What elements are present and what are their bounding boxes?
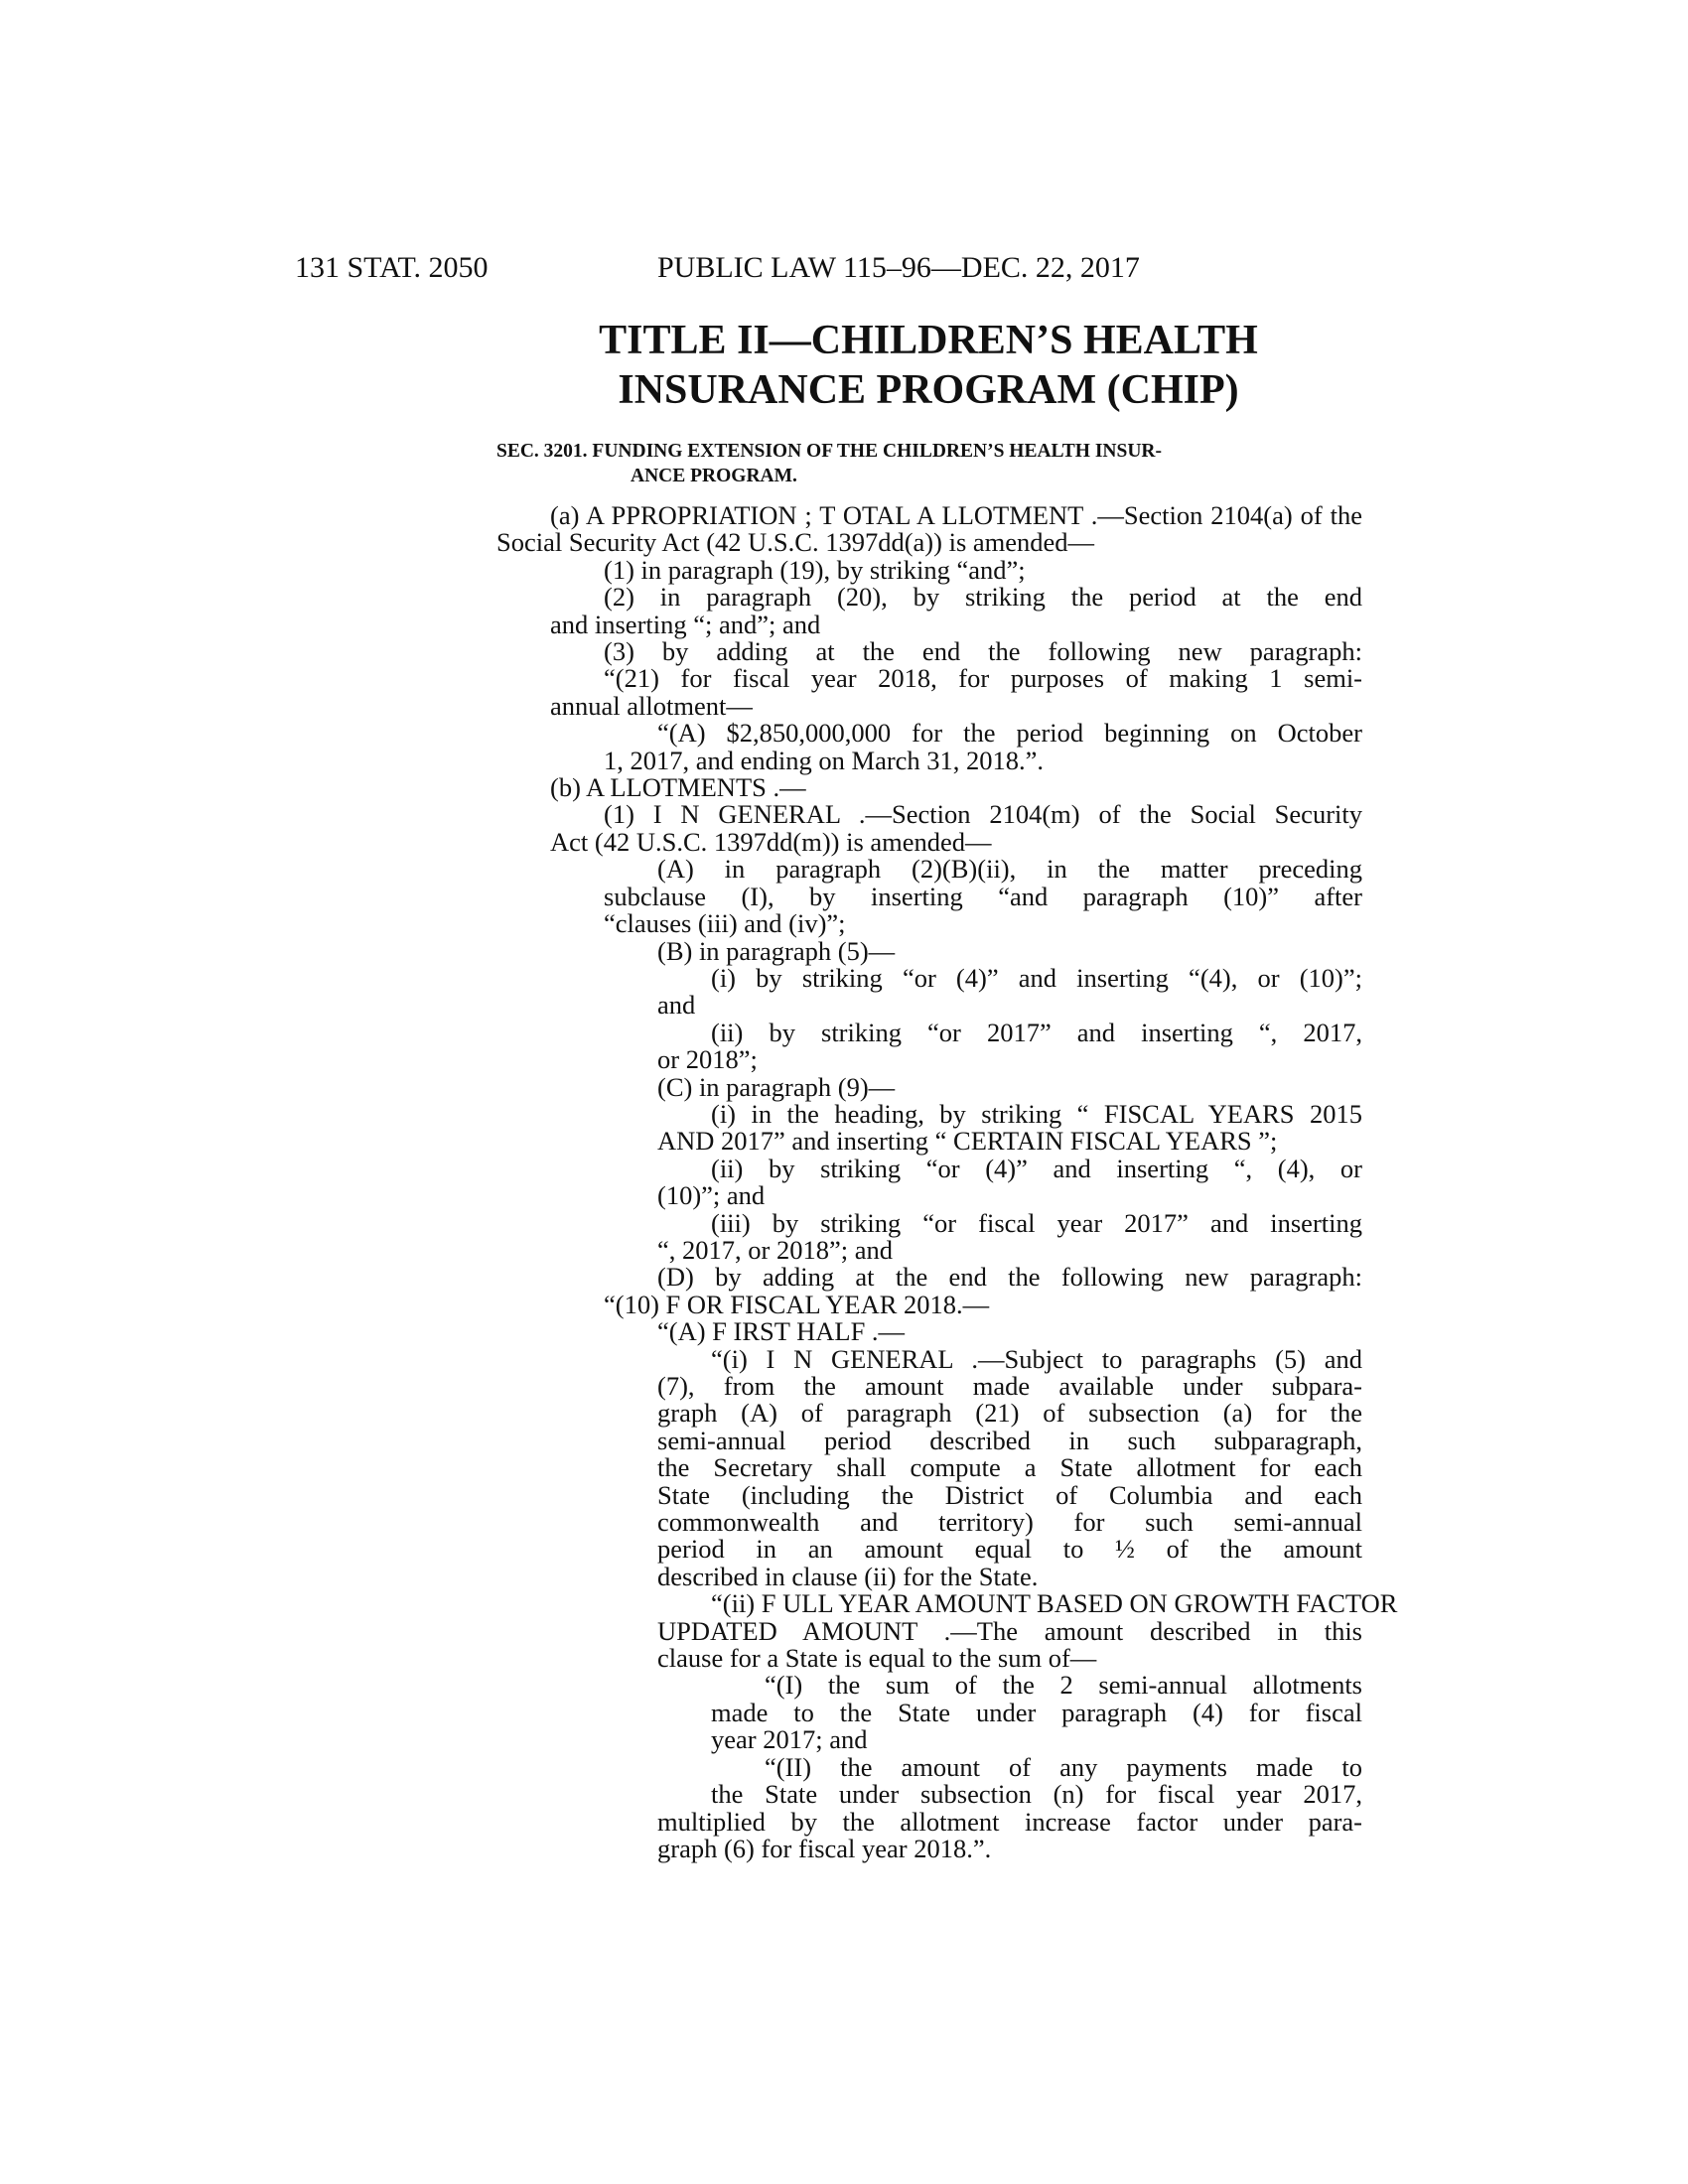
text-line: UPDATED AMOUNT .—The amount described in this: [657, 1615, 1362, 1646]
text-line: graph (A) of paragraph (21) of subsection (a) for the: [657, 1398, 1362, 1429]
text-line: “(A) F IRST HALF .—: [657, 1316, 906, 1347]
text-line: (ii) by striking “or 2017” and inserting “, 2017,: [711, 1017, 1362, 1047]
text-line: and: [657, 990, 696, 1021]
text-line: (i) in the heading, by striking “ FISCAL YEARS 2015: [711, 1098, 1362, 1129]
title-heading: [496, 316, 1360, 415]
text-line: clause for a State is equal to the sum of—: [657, 1643, 1097, 1674]
text-line: graph (6) for fiscal year 2018.”.: [657, 1833, 992, 1863]
statute-page-reference: 131 STAT. 2050: [295, 251, 489, 284]
text-line: (C) in paragraph (9)—: [657, 1071, 896, 1102]
text-line: the Secretary shall compute a State allotment for each: [657, 1452, 1362, 1483]
text-line: (ii) by striking “or (4)” and inserting “, (4), or: [711, 1153, 1362, 1183]
text-line: made to the State under paragraph (4) for fiscal: [711, 1697, 1362, 1727]
text-line: (B) in paragraph (5)—: [657, 935, 896, 966]
text-line: commonwealth and territory) for such semi-annual: [657, 1507, 1362, 1538]
text-line: described in clause (ii) for the State.: [657, 1561, 1039, 1591]
text-line: year 2017; and: [711, 1724, 868, 1755]
running-head: [0, 248, 1688, 288]
text-line: Social Security Act (42 U.S.C. 1397dd(a)) is amended—: [496, 527, 1095, 558]
text-line: “(21) for fiscal year 2018, for purposes of making 1 semi-: [604, 663, 1362, 694]
text-line: “(ii) F ULL YEAR AMOUNT BASED ON GROWTH FACTOR: [711, 1588, 1398, 1619]
text-line: 1, 2017, and ending on March 31, 2018.”.: [604, 745, 1045, 775]
text-line: or 2018”;: [657, 1044, 758, 1075]
section-heading-line-2: ANCE PROGRAM.: [631, 466, 797, 486]
text-line: (i) by striking “or (4)” and inserting “(4), or (10)”;: [711, 962, 1362, 993]
text-line: the State under subsection (n) for fiscal year 2017,: [711, 1779, 1362, 1810]
text-line: AND 2017” and inserting “ CERTAIN FISCAL YEARS ”;: [657, 1126, 1278, 1157]
text-line: (iii) by striking “or fiscal year 2017” and inserting: [711, 1207, 1362, 1238]
text-line: semi-annual period described in such subparagraph,: [657, 1425, 1362, 1455]
text-line: (D) by adding at the end the following new paragraph:: [657, 1262, 1362, 1293]
text-line: “(10) F OR FISCAL YEAR 2018.—: [604, 1289, 990, 1319]
text-line: (1) in paragraph (19), by striking “and”;: [604, 554, 1026, 585]
text-line: (7), from the amount made available under subpara-: [657, 1371, 1362, 1401]
text-line: annual allotment—: [550, 690, 753, 721]
text-line: (b) A LLOTMENTS .—: [550, 772, 806, 803]
text-line: State (including the District of Columbia and each: [657, 1479, 1362, 1510]
public-law-reference: PUBLIC LAW 115–96—DEC. 22, 2017: [657, 251, 1140, 284]
section-heading: [496, 439, 1362, 488]
text-line: (a) A PPROPRIATION ; T OTAL A LLOTMENT .—Section 2104(a) of the: [550, 500, 1362, 530]
text-line: “, 2017, or 2018”; and: [657, 1234, 893, 1265]
text-line: “(II) the amount of any payments made to: [765, 1751, 1362, 1782]
text-line: (3) by adding at the end the following new paragraph:: [604, 636, 1362, 667]
text-line: period in an amount equal to ½ of the amount: [657, 1534, 1362, 1565]
text-line: “(A) $2,850,000,000 for the period beginning on October: [657, 718, 1362, 749]
statute-body: [496, 500, 1398, 1863]
title-line-2: INSURANCE PROGRAM (CHIP): [618, 367, 1239, 413]
text-line: (1) I N GENERAL .—Section 2104(m) of the Social Security: [604, 799, 1362, 830]
text-line: subclause (I), by inserting “and paragraph (10)” after: [604, 881, 1362, 911]
text-line: (10)”; and: [657, 1180, 766, 1211]
text-line: and inserting “; and”; and: [550, 609, 821, 639]
text-line: Act (42 U.S.C. 1397dd(m)) is amended—: [550, 826, 992, 857]
title-line-1: TITLE II—CHILDREN’S HEALTH: [599, 318, 1258, 363]
text-line: (A) in paragraph (2)(B)(ii), in the matter preceding: [657, 854, 1362, 885]
text-line: multiplied by the allotment increase factor under para-: [657, 1806, 1362, 1837]
text-line: “(I) the sum of the 2 semi-annual allotments: [765, 1670, 1362, 1701]
text-line: “(i) I N GENERAL .—Subject to paragraphs (5) and: [711, 1343, 1362, 1374]
text-line: “clauses (iii) and (iv)”;: [604, 908, 846, 939]
text-line: (2) in paragraph (20), by striking the period at the end: [604, 582, 1362, 613]
section-heading-line-1: SEC. 3201. FUNDING EXTENSION OF THE CHILDREN’S HEALTH INSUR-: [496, 441, 1162, 462]
